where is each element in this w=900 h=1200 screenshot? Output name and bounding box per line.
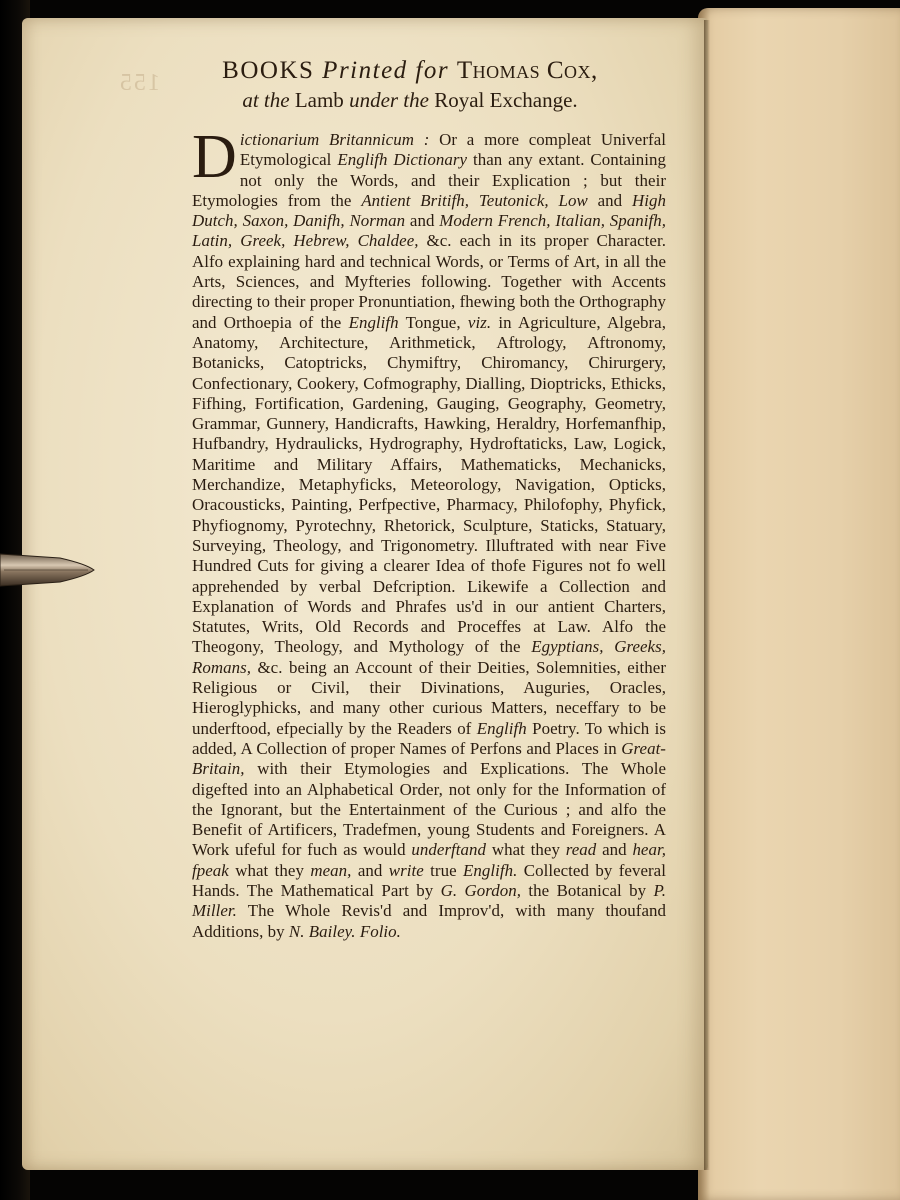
heading-at-the: at the: [242, 88, 290, 112]
heading-lamb: Lamb: [294, 88, 344, 112]
text-segment: The Whole Revis'd and Improv'd, with many thoufand Additions, by: [192, 901, 666, 941]
italic-text-segment: High Dutch, Saxon, Danifh, Norman: [192, 190, 666, 231]
show-through-page-number: 155: [118, 70, 160, 96]
italic-text-segment: P. Miller.: [192, 880, 666, 921]
text-segment: than any extant. Containing not only the Words, and their Explication ; but their Etymologies from the: [192, 150, 666, 210]
text-segment: in Agriculture, Algebra, Anatomy, Architecture, Arithmetick, Aftrology, Aftronomy, Botanicks, Catoptricks, Chymiftry, Chiromancy, Chirurgery, Confectionary, Cookery, Cofmography, Dialling, Dioptricks, Ethicks, Fifhing, Fortification, Gardening, Gauging, Geography, Geometry, Grammar, Gunnery, Handicrafts, Hawking, Heraldry, Horfemanfhip, Hufbandry, Hydraulicks, Hydrography, Hydroftaticks, Law, Logick, Maritime and Military Affairs, Mathematicks, Mechanicks, Merchandize, Metaphyficks, Meteorology, Navigation, Opticks, Oracousticks, Painting, Perfpective, Pharmacy, Philofophy, Phyfick, Phyfiognomy, Pyrotechny, Rhetorick, Sculpture, Staticks, Statuary, Surveying, Theology, and Trigonometry. Illuftrated with near Five Hundred Cuts for giving a clearer Idea of thofe Figures not fo well apprehended by verbal Defcription. Likewife a Collection and Explanation of Words and Phrafes us'd in our antient Charters, Statutes, Writs, Old Records and Proceffes at Law. Alfo the Theogony, Theology, and Mythology of the: [192, 312, 666, 657]
text-segment: &c. being an Account of their Deities, Solemnities, either Religious or Civil, their Divinations, Auguries, Oracles, Hieroglyphicks, and many other curious Matters, neceffary to be underftood, efpecially by the Readers of: [192, 657, 666, 738]
heading-printed-for: Printed for: [322, 57, 450, 84]
text-segment: and: [405, 211, 440, 231]
italic-text-segment: Great-Britain,: [192, 738, 666, 779]
italic-text-segment: Modern French, Italian, Spanifh, Latin, Greek, Hebrew, Chaldee,: [192, 211, 666, 251]
adjacent-page: [698, 8, 900, 1200]
italic-text-segment: G. Gordon,: [440, 880, 522, 900]
italic-text-segment: Englifh Dictionary: [337, 150, 468, 170]
heading-publisher: Thomas Cox,: [456, 57, 598, 84]
italic-text-segment: Egyptians, Greeks, Romans,: [192, 637, 666, 677]
italic-text-segment: Englifh: [476, 718, 527, 738]
text-segment: Collected by feveral Hands. The Mathematical Part by: [192, 860, 666, 900]
text-segment: what they: [486, 840, 566, 860]
italic-text-segment: N. Bailey.: [288, 921, 356, 941]
heading-under-the: under the: [349, 88, 429, 112]
page-heading: [150, 56, 670, 114]
italic-text-segment: write: [388, 860, 424, 880]
italic-text-segment: Folio.: [359, 921, 401, 941]
text-segment: Poetry. To which is added, A Collection of proper Names of Perfons and Places in: [192, 718, 667, 758]
page-pointer-tool: [0, 548, 96, 592]
italic-text-segment: read: [565, 840, 597, 860]
page-edge-shadow: [704, 20, 710, 1170]
italic-text-segment: Antient Britifh, Teutonick, Low: [361, 190, 588, 210]
heading-line-1: [150, 56, 670, 86]
italic-text-segment: mean,: [310, 860, 352, 880]
heading-line-2: [150, 86, 670, 114]
text-segment: with their Etymologies and Explications. The Whole digefted into an Alphabetical Order, not only for the Information of the Ignorant, but the Entertainment of the Curious ; and alfo the Benefit of Artificers, Tradefmen, young Students and Foreigners. A Work ufeful for fuch as would: [192, 759, 666, 860]
text-segment: and: [596, 840, 633, 860]
italic-text-segment: ictionarium Britannicum :: [239, 130, 430, 149]
text-segment: the Botanical by: [521, 880, 654, 900]
italic-text-segment: underftand: [411, 840, 487, 860]
drop-cap: D: [192, 123, 237, 191]
italic-text-segment: viz.: [467, 312, 492, 332]
text-segment: Tongue,: [398, 312, 468, 332]
text-segment: true: [423, 860, 464, 880]
heading-books: BOOKS: [222, 57, 315, 84]
italic-text-segment: Englifh.: [463, 860, 518, 880]
text-segment: Or a more compleat Univerfal Etymological: [239, 130, 666, 170]
text-segment: and: [587, 190, 633, 210]
italic-text-segment: Englifh: [348, 312, 399, 332]
heading-exchange: Royal Exchange.: [434, 88, 578, 112]
italic-text-segment: hear, fpeak: [192, 840, 666, 880]
text-segment: and: [351, 860, 389, 880]
text-segment: &c. each in its proper Character. Alfo explaining hard and technical Words, or Terms of Art, in all the Arts, Sciences, and Myfteries following. Together with Accents directing to their proper Pronuntiation, fhewing both the Orthography and Orthoepia of the: [192, 231, 666, 332]
text-segment: what they: [228, 860, 311, 880]
book-advertisement-text: [192, 123, 667, 942]
